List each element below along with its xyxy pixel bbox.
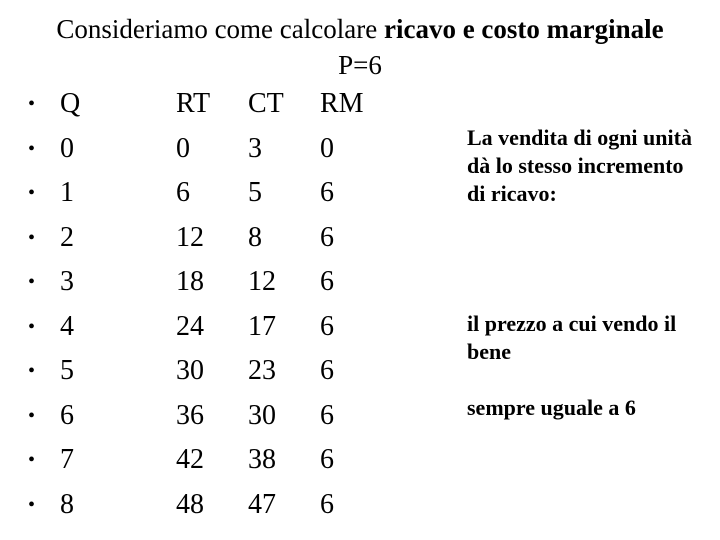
cell-q: 8 bbox=[60, 488, 74, 520]
bullet: • bbox=[28, 137, 36, 160]
cell-rt: 30 bbox=[176, 355, 204, 386]
header-ct: CT bbox=[248, 88, 284, 119]
cell-ct: 8 bbox=[248, 221, 262, 253]
cell-ct: 12 bbox=[248, 266, 276, 297]
note-constant: sempre uguale a 6 bbox=[467, 395, 636, 420]
cell-rm: 6 bbox=[320, 266, 334, 297]
bullet: • bbox=[28, 93, 36, 115]
cell-ct: 30 bbox=[248, 399, 276, 431]
slide-subtitle bbox=[0, 46, 720, 84]
cell-ct: 38 bbox=[248, 444, 276, 475]
note-increment: La vendita di ogni unità dà lo stesso incremento di ricavo: bbox=[467, 125, 692, 206]
bullet: • bbox=[28, 449, 36, 471]
bullet: • bbox=[28, 226, 36, 249]
header-q: Q bbox=[60, 88, 81, 119]
price-label: P=6 bbox=[338, 50, 382, 80]
title-bold-text: ricavo e costo marginale bbox=[383, 14, 664, 44]
cell-rt: 18 bbox=[176, 266, 204, 297]
cell-rt: 42 bbox=[176, 444, 204, 475]
cell-rm: 6 bbox=[320, 488, 334, 520]
cell-rt: 36 bbox=[176, 399, 204, 431]
cell-ct: 17 bbox=[248, 310, 276, 342]
bullet: • bbox=[28, 182, 36, 204]
bullet: • bbox=[28, 271, 36, 293]
header-rm: RM bbox=[320, 88, 364, 119]
cell-ct: 47 bbox=[248, 488, 276, 520]
cell-rm: 6 bbox=[320, 221, 334, 253]
cell-q: 4 bbox=[60, 310, 74, 342]
cell-rm: 6 bbox=[320, 444, 334, 475]
cell-ct: 3 bbox=[248, 132, 262, 164]
header-rt: RT bbox=[176, 88, 211, 119]
cell-q: 1 bbox=[60, 177, 74, 208]
cell-q: 2 bbox=[60, 221, 74, 253]
cell-rm: 6 bbox=[320, 177, 334, 208]
cell-rt: 6 bbox=[176, 177, 190, 208]
cell-rm: 0 bbox=[320, 132, 334, 164]
cell-rt: 48 bbox=[176, 488, 204, 520]
note-price: il prezzo a cui vendo il bene bbox=[467, 311, 677, 364]
cell-rt: 0 bbox=[176, 132, 190, 164]
cell-ct: 5 bbox=[248, 177, 262, 208]
slide-title bbox=[0, 10, 720, 48]
cell-q: 6 bbox=[60, 399, 74, 431]
cell-rm: 6 bbox=[320, 310, 334, 342]
cell-ct: 23 bbox=[248, 355, 276, 386]
cell-rt: 12 bbox=[176, 221, 204, 253]
cell-rm: 6 bbox=[320, 399, 334, 431]
cell-rt: 24 bbox=[176, 310, 204, 342]
cell-q: 0 bbox=[60, 132, 74, 164]
cell-q: 7 bbox=[60, 444, 74, 475]
title-text: Consideriamo come calcolare bbox=[56, 14, 384, 44]
bullet: • bbox=[28, 404, 36, 427]
cell-q: 3 bbox=[60, 266, 74, 297]
cell-rm: 6 bbox=[320, 355, 334, 386]
bullet: • bbox=[28, 360, 36, 382]
cell-q: 5 bbox=[60, 355, 74, 386]
bullet: • bbox=[28, 315, 36, 338]
bullet: • bbox=[28, 493, 36, 516]
